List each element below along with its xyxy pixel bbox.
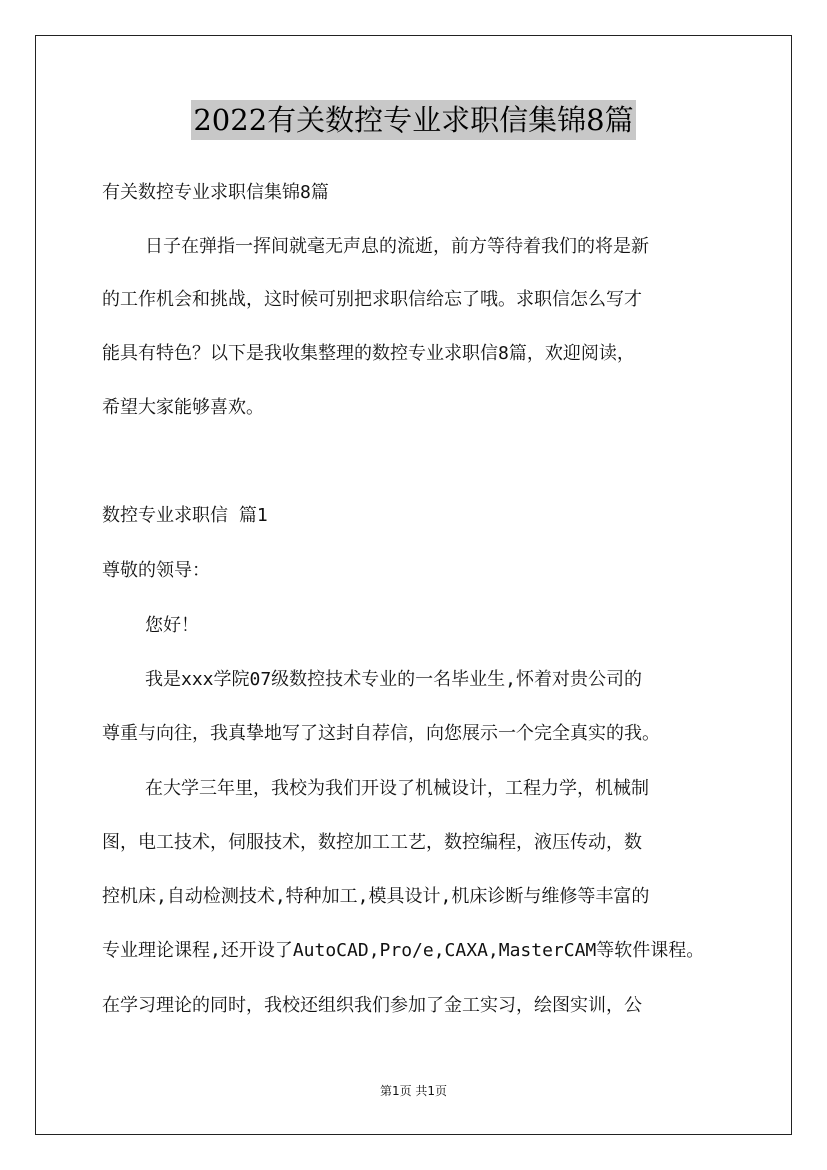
document-subtitle: 有关数控专业求职信集锦8篇 xyxy=(102,182,329,203)
intro-line-2: 的工作机会和挑战，这时候可别把求职信给忘了哦。求职信怎么写才 xyxy=(102,289,642,310)
greeting: 您好！ xyxy=(145,615,199,636)
intro-line-3: 能具有特色？以下是我收集整理的数控专业求职信8篇，欢迎阅读， xyxy=(102,343,635,364)
intro-line-4: 希望大家能够喜欢。 xyxy=(102,397,264,418)
body-line-3: 在大学三年里，我校为我们开设了机械设计，工程力学，机械制 xyxy=(145,778,649,799)
salutation: 尊敬的领导： xyxy=(102,560,210,581)
body-line-6: 专业理论课程,还开设了AutoCAD,Pro/e,CAXA,MasterCAM等软件课程。 xyxy=(102,940,705,961)
body-line-1: 我是xxx学院07级数控技术专业的一名毕业生,怀着对贵公司的 xyxy=(145,669,643,690)
section-heading: 数控专业求职信 篇1 xyxy=(102,505,268,526)
document-title: 2022有关数控专业求职信集锦8篇 xyxy=(191,100,635,140)
body-line-7: 在学习理论的同时，我校还组织我们参加了金工实习，绘图实训，公 xyxy=(102,995,642,1016)
intro-line-1: 日子在弹指一挥间就毫无声息的流逝，前方等待着我们的将是新 xyxy=(145,236,649,257)
body-line-4: 图，电工技术，伺服技术，数控加工工艺，数控编程，液压传动，数 xyxy=(102,832,642,853)
body-line-2: 尊重与向往，我真挚地写了这封自荐信，向您展示一个完全真实的我。 xyxy=(102,723,660,744)
page-footer: 第1页 共1页 xyxy=(379,1084,448,1098)
body-line-5: 控机床,自动检测技术,特种加工,模具设计,机床诊断与维修等丰富的 xyxy=(102,886,650,907)
title-container xyxy=(0,100,827,140)
